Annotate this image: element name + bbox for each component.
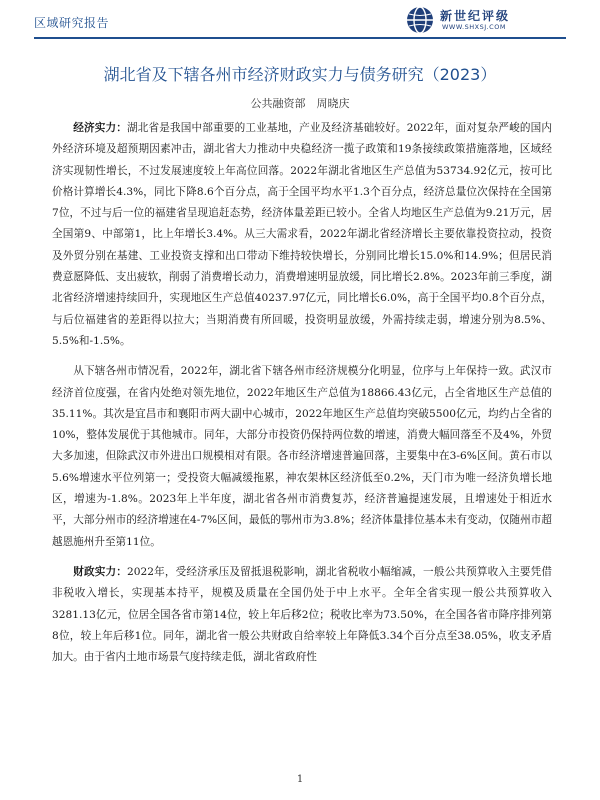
paragraph-fiscal-strength	[52, 562, 552, 668]
paragraph-text: 从下辖各州市情况看，2022年，湖北省下辖各州市经济规模分化明显，位序与上年保持一致。武汉市经济首位度强，在省内处绝对领先地位，2022年地区生产总值为18866.43亿元，占全省地区生产总值的35.11%。其次是宜昌市和襄阳市两大副中心城市，2022年地区生产总值均突破5500亿元，均约占全省的10%，整体发展优于其他城市。同年，大部分市投资仍保持两位数的增速，消费大幅回落至不及4%，外贸大多加速，但除武汉市外进出口规模相对有限。各市经济增速普遍回落，主要集中在3-6%区间。黄石市以5.6%增速水平位列第一；受投资大幅减缓拖累，神农架林区经济低至0.2%，天门市为唯一经济负增长地区，增速为-1.8%。2023年上半年度，湖北省各州市消费复苏，经济普遍提速发展，且增速处于相近水平，大部分州市的经济增速在4-7%区间，最低的鄂州市为3.8%；经济体量排位基本未有变动，仅随州市超越恩施州升至第11位。	[52, 365, 552, 548]
paragraph-text: 湖北省是我国中部重要的工业基地，产业及经济基础较好。2022年，面对复杂严峻的国内外经济环境及超预期因素冲击，湖北省大力推动中央稳经济一揽子政策和19条接续政策措施落地，区域经济实现韧性增长，不过发展速度较上年高位回落。2022年湖北省地区生产总值为53734.92亿元，按可比价格计算增长4.3%，同比下降8.6个百分点，高于全国平均水平1.3个百分点，经济总量位次保持在全国第7位，不过与后一位的福建省呈现追赶态势，经济体量差距已较小。全省人均地区生产总值为9.21万元，居全国第9、中部第1，比上年增长3.4%。从三大需求看，2022年湖北省经济增长主要依靠投资拉动，投资及外贸分别在基建、工业投资支撑和出口带动下维持较快增长，分别同比增长15.0%和14.9%；但居民消费意愿降低、支出疲软，削弱了消费增长动力，消费增速明显放缓，同比增长2.8%。2023年前三季度，湖北省经济增速持续回升，实现地区生产总值40237.97亿元，同比增长6.0%，高于全国平均0.8个百分点，与后位福建省的差距得以拉大；当期消费有所回暖，投资明显放缓，外需持续走弱，增速分别为8.5%、5.5%和-1.5%。	[52, 122, 552, 347]
header-divider	[34, 37, 566, 39]
paragraph-lead: 经济实力：	[73, 122, 127, 134]
paragraph-text: 2022年，受经济承压及留抵退税影响，湖北省税收小幅缩减，一般公共预算收入主要凭借非税收入增长，实现基本持平，规模及质量在全国仍处于中上水平。全年全省实现一般公共预算收入3281.13亿元，位居全国各省市第14位，较上年后移2位；税收比率为73.50%，在全国各省市降序排列第8位，较上年后移1位。同年，湖北省一般公共财政自给率较上年降低3.34个百分点至38.05%，收支矛盾加大。由于省内土地市场景气度持续走低，湖北省政府性	[52, 565, 552, 664]
paragraph-prefecture-overview	[52, 361, 552, 553]
page-number: 1	[296, 774, 304, 785]
paragraph-lead: 财政实力：	[73, 565, 127, 578]
document-title: 湖北省及下辖各州市经济财政实力与债务研究（2023）	[103, 65, 497, 84]
report-category-label: 区域研究报告	[34, 16, 110, 30]
paragraph-economic-strength	[52, 118, 552, 352]
document-body	[52, 118, 552, 677]
page-header	[0, 0, 600, 38]
author-line: 公共融资部 周晓庆	[250, 97, 350, 110]
globe-logo-icon	[406, 6, 434, 34]
logo-text: 新世纪评级	[440, 9, 511, 23]
brand-logo	[406, 5, 576, 35]
logo-url: WWW.SHXSJ.COM	[442, 23, 506, 31]
